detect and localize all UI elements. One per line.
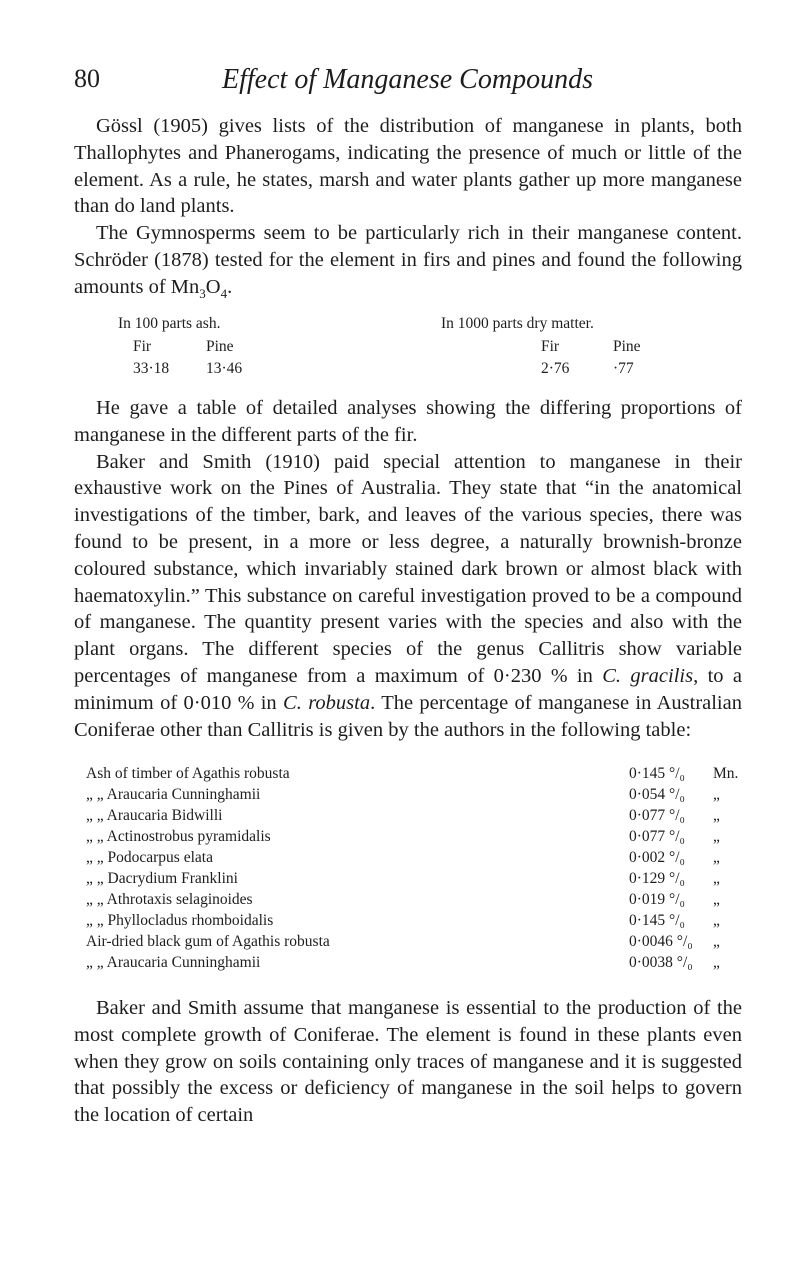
table-cell-unit: „ <box>713 870 720 887</box>
table-row <box>86 891 786 912</box>
table-row <box>86 786 786 807</box>
paragraph-baker-smith-text: Baker and Smith (1910) paid special attention to manganese in their exhaustive work on the Pines of Australia. They state that “in the anatomical investigations of the timber, bark, and leaves of the various species, there was found to be present, in a more or less degree, a naturally brownish-bronze coloured substance, which invariably stained dark brown or almost black with haematoxylin.” This substance on careful investigation proved to be a compound of manganese. The quantity present varies with the species and also with the plant organs. The different species of the genus Callitris show variable percentages of manganese from a maximum of 0·230 <box>74 450 742 687</box>
table-cell-unit: „ <box>713 807 720 824</box>
dry-col-pine: Pine <box>613 338 641 355</box>
formula-element-o: O <box>205 275 221 298</box>
formula-subscript-4: 4 <box>220 285 228 301</box>
table-cell-name: „ „ Podocarpus elata <box>86 849 213 866</box>
ash-col-pine: Pine <box>206 338 234 355</box>
paragraph-conclusion: Baker and Smith assume that manganese is essential to the production of the most complete growth of Coniferae. The element is found in these plants even when they grow on soils containing only traces of manganese and it is suggested that possibly the excess or deficiency of manganese in the soil helps to govern the location of certain <box>74 997 742 1127</box>
formula-subscript-3: 3 <box>199 285 206 301</box>
table-cell-value: 0·019 °/₀ <box>629 891 685 908</box>
ash-value-fir: 33·18 <box>133 360 170 377</box>
table-cell-name: „ „ Dacrydium Franklini <box>86 870 238 887</box>
ash-table <box>0 313 801 383</box>
table-cell-name: „ „ Athrotaxis selaginoides <box>86 891 253 908</box>
dry-value-fir: 2·76 <box>541 360 570 377</box>
table-cell-name: „ „ Araucaria Bidwilli <box>86 807 223 824</box>
section-conclusion <box>74 995 742 1129</box>
paragraph-minimum: , to a minimum of 0·010 <box>74 664 742 714</box>
table-cell-unit: „ <box>713 912 720 929</box>
table-cell-value: 0·002 °/₀ <box>629 849 685 866</box>
dry-col-fir: Fir <box>541 338 560 355</box>
table-cell-value: 0·077 °/₀ <box>629 828 685 845</box>
table-cell-unit: „ <box>713 786 720 803</box>
table-cell-value: 0·129 °/₀ <box>629 870 685 887</box>
formula-element-mn: Mn <box>170 275 200 298</box>
table-cell-name: „ „ Araucaria Cunninghamii <box>86 954 261 971</box>
table-cell-name: „ „ Araucaria Cunninghamii <box>86 786 261 803</box>
paragraph-in-1: in <box>567 664 603 687</box>
ash-col-fir: Fir <box>133 338 152 355</box>
table-cell-unit: „ <box>713 849 720 866</box>
dry-value-pine: ·77 <box>613 360 634 377</box>
table-cell-value: 0·054 °/₀ <box>629 786 685 803</box>
species-gracilis: C. gracilis <box>602 664 694 687</box>
table-cell-name: Air-dried black gum of Agathis robusta <box>86 933 330 950</box>
table-cell-value: 0·077 °/₀ <box>629 807 685 824</box>
table-row <box>86 828 786 849</box>
page-number: 80 <box>74 64 100 93</box>
table-cell-name: Ash of timber of Agathis robusta <box>86 765 290 782</box>
table-cell-value: 0·0046 °/₀ <box>629 933 693 950</box>
paragraph-fir-analyses: He gave a table of detailed analyses showing the differing proportions of manganese in the different parts of the fir. <box>74 397 742 446</box>
table-row <box>86 954 786 975</box>
table-cell-unit: „ <box>713 891 720 908</box>
ash-value-pine: 13·46 <box>206 360 243 377</box>
table-row <box>86 912 786 933</box>
table-cell-unit: „ <box>713 954 720 971</box>
table-cell-unit: „ <box>713 933 720 950</box>
species-robusta: C. robusta <box>283 691 371 714</box>
dry-heading: In 1000 parts dry matter. <box>441 315 594 332</box>
table-cell-unit: Mn. <box>713 765 739 782</box>
table-row <box>86 849 786 870</box>
paragraph-gymnosperms-text: The Gymnosperms seem to be particularly rich in their manganese content. Schröder (1878) tested for the element in firs and pines and found the following amounts of <box>74 222 742 298</box>
ash-heading: In 100 parts ash. <box>118 315 221 332</box>
section-baker-smith <box>74 395 742 743</box>
table-row <box>86 933 786 954</box>
section-intro <box>74 113 742 308</box>
table-cell-value: 0·145 °/₀ <box>629 765 685 782</box>
table-cell-value: 0·145 °/₀ <box>629 912 685 929</box>
table-cell-name: „ „ Actinostrobus pyramidalis <box>86 828 271 845</box>
paragraph-gossl: Gössl (1905) gives lists of the distribution of manganese in plants, both Thallophytes and Phanerogams, indicating the presence of much or little of the element. As a rule, he states, marsh and water plants gather up more manganese than do land plants. <box>74 115 742 218</box>
table-cell-value: 0·0038 °/₀ <box>629 954 693 971</box>
manganese-table <box>86 765 786 985</box>
page-header <box>74 64 741 98</box>
table-row <box>86 807 786 828</box>
table-cell-unit: „ <box>713 828 720 845</box>
running-title: Effect of Manganese Compounds <box>222 64 593 95</box>
paragraph-baker-smith <box>74 449 742 744</box>
table-row <box>86 870 786 891</box>
paragraph-in-2: in <box>254 691 284 714</box>
table-cell-name: „ „ Phyllocladus rhomboidalis <box>86 912 274 929</box>
percent-symbol: % <box>550 664 568 687</box>
paragraph-baker-smith-end: . The percentage of manganese in Australian Coniferae other than Callitris is given by the authors in the following table: <box>74 691 742 741</box>
table-row <box>86 765 786 786</box>
paragraph-gymnosperms <box>74 220 742 307</box>
formula-mn3o4 <box>170 275 228 301</box>
percent-symbol: % <box>237 691 255 714</box>
paragraph-gymnosperms-end: . <box>227 275 233 298</box>
